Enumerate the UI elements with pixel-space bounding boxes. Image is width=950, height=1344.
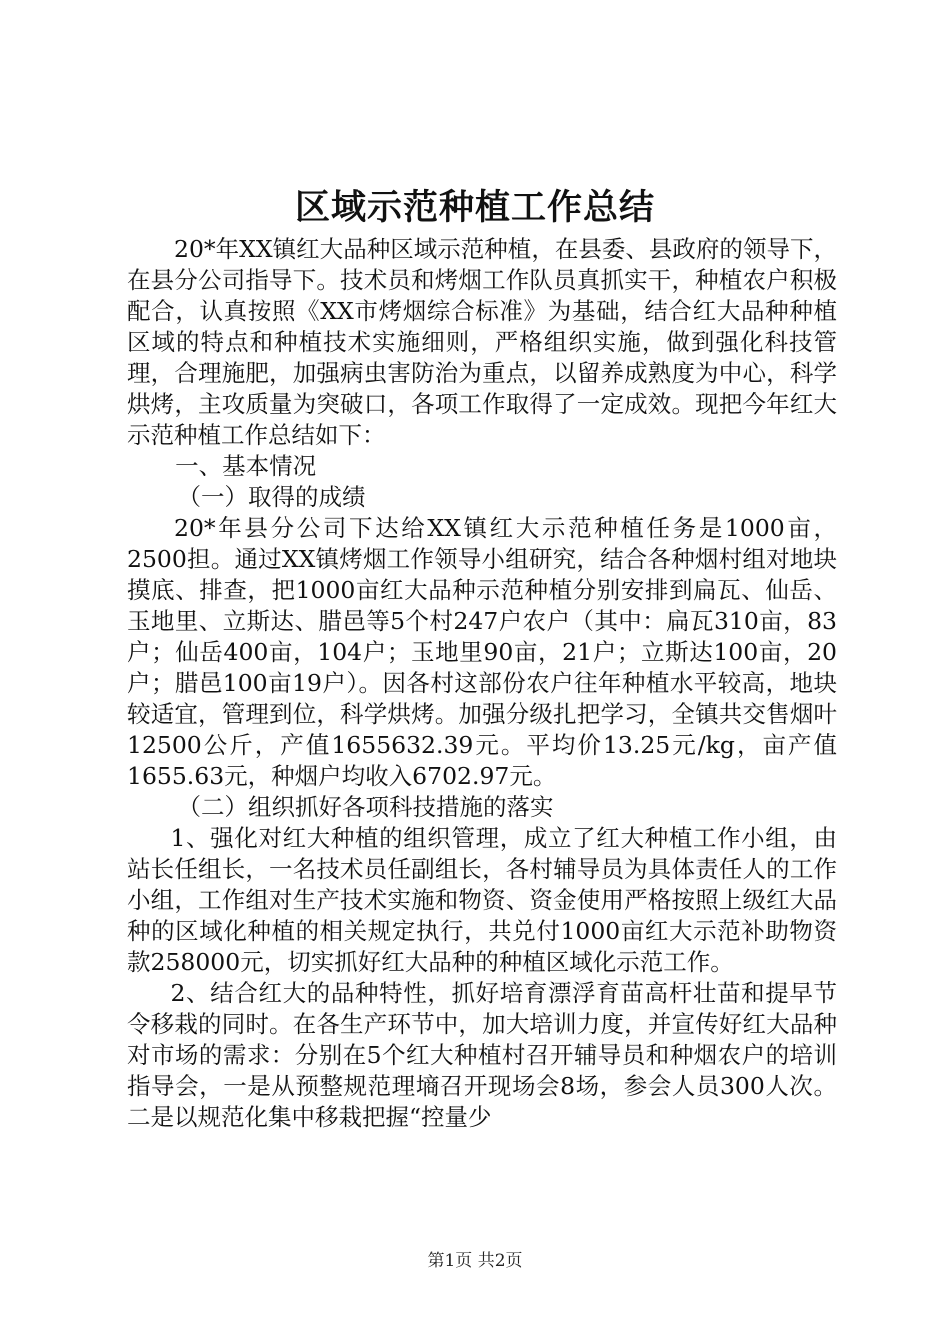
document-title: 区域示范种植工作总结 [294,187,655,228]
page-footer: 第1页 共2页 [427,1251,523,1271]
subsection-heading-achievements: （一）取得的成绩 [177,483,366,511]
intro-paragraph: 20*年XX镇红大品种区域示范种植，在县委、县政府的领导下，在县分公司指导下。技术员和烤烟工作队员真抓实干，种植农户积极配合，认真按照《XX市烤烟综合标准》为基础，结合红大品种种植区域的特点和种植技术实施细则，严格组织实施，做到强化科技管理，合理施肥，加强病虫害防治为重点，以留养成熟度为中心，科学烘烤，主攻质量为突破口，各项工作取得了一定成效。现把今年红大示范种植工作总结如下： [127,235,837,449]
document-body [127,234,837,1133]
section-heading-basic: 一、基本情况 [175,452,317,480]
achievements-paragraph: 20*年县分公司下达给XX镇红大示范种植任务是1000亩，2500担。通过XX镇烤烟工作领导小组研究，结合各种烟村组对地块摸底、排查，把1000亩红大品种示范种植分别安排到扁瓦、仙岳、玉地里、立斯达、腊邑等5个村247户农户（其中：扁瓦310亩，83户；仙岳400亩，104户；玉地里90亩，21户；立斯达100亩，20户；腊邑100亩19户）。因各村这部份农户往年种植水平较高，地块较适宜，管理到位，科学烘烤。加强分级扎把学习，全镇共交售烟叶12500公斤，产值1655632.39元。平均价13.25元/kg，亩产值1655.63元，种烟户均收入6702.97元。 [127,514,837,790]
measure-1-paragraph: 1、强化对红大种植的组织管理，成立了红大种植工作小组，由站长任组长，一名技术员任副组长，各村辅导员为具体责任人的工作小组，工作组对生产技术实施和物资、资金使用严格按照上级红大品种的区域化种植的相关规定执行，共兑付1000亩红大示范补助物资款258000元，切实抓好红大品种的种植区域化示范工作。 [127,824,837,976]
measure-2-paragraph: 2、结合红大的品种特性，抓好培育漂浮育苗高杆壮苗和提早节令移栽的同时。在各生产环节中，加大培训力度，并宣传好红大品种对市场的需求：分别在5个红大种植村召开辅导员和种烟农户的培训指导会，一是从预整规范理墒召开现场会8场，参会人员300人次。二是以规范化集中移栽把握“控量少 [127,979,837,1131]
subsection-heading-measures: （二）组织抓好各项科技措施的落实 [177,793,554,821]
